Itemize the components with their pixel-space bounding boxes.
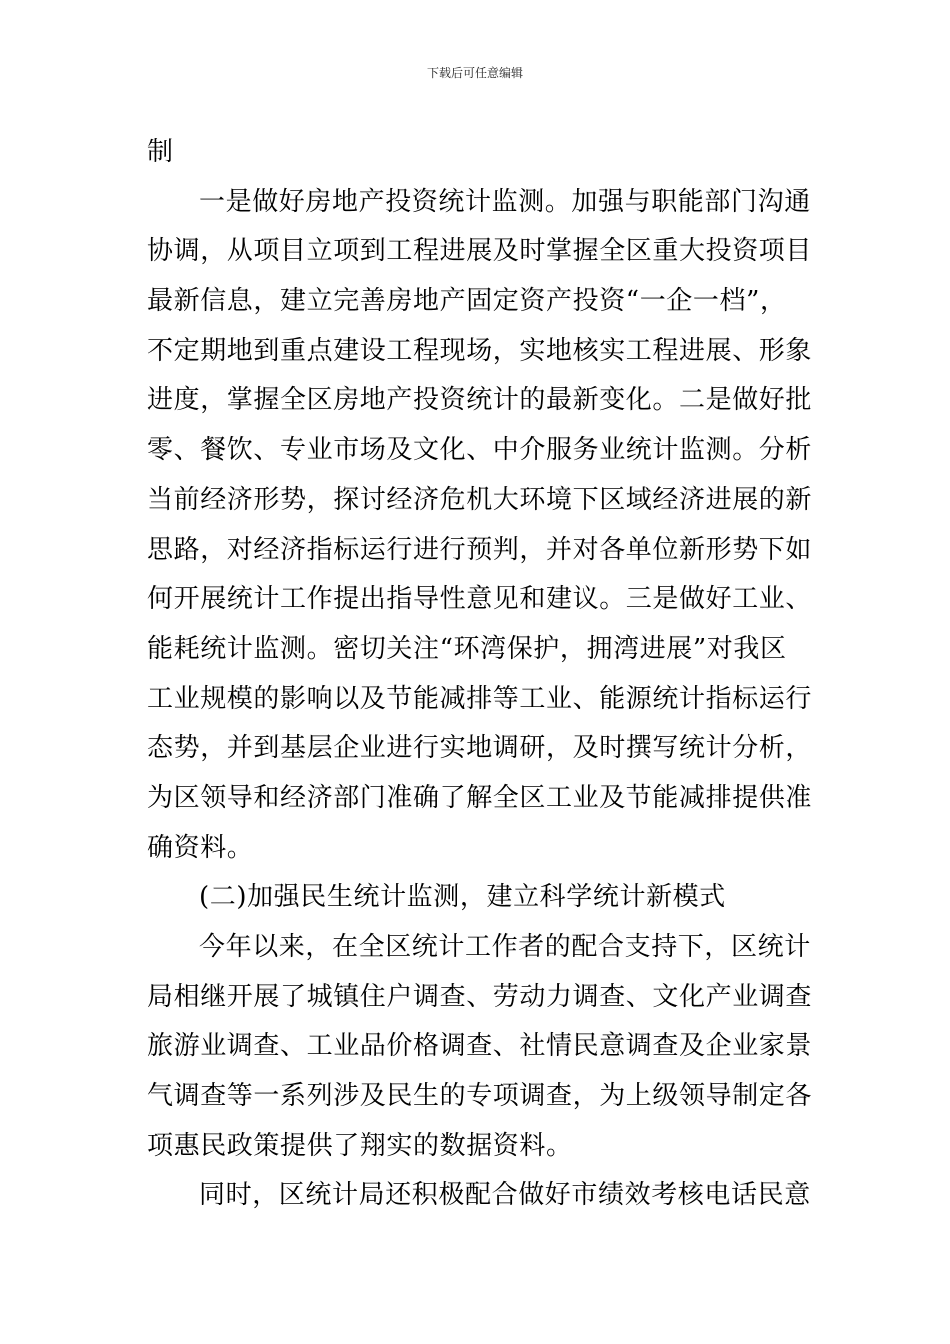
- text-line: 最新信息，建立完善房地产固定资产投资“一企一档”，: [147, 286, 787, 317]
- text-line: 确资料。: [147, 832, 254, 863]
- text-line: 工业规模的影响以及节能减排等工业、能源统计指标运行: [147, 683, 813, 714]
- text-line: 思路，对经济指标运行进行预判，并对各单位新形势下如: [147, 534, 813, 565]
- page-header-note: 下载后可任意编辑: [426, 66, 523, 80]
- section-heading: (二)加强民生统计监测，建立科学统计新模式: [199, 882, 726, 913]
- text-line: 气调查等一系列涉及民生的专项调查，为上级领导制定各: [147, 1081, 813, 1112]
- document-body: [147, 128, 813, 1221]
- text-line: 能耗统计监测。密切关注“环湾保护，拥湾进展”对我区: [147, 633, 787, 664]
- text-line: 进度，掌握全区房地产投资统计的最新变化。二是做好批: [147, 385, 813, 416]
- paragraph-start-line: 今年以来，在全区统计工作者的配合支持下，区统计: [199, 932, 811, 962]
- paragraph-start-line: 一是做好房地产投资统计监测。加强与职能部门沟通: [199, 186, 811, 217]
- text-line: 局相继开展了城镇住户调查、劳动力调查、文化产业调查: [147, 981, 813, 1012]
- text-line: 当前经济形势，探讨经济危机大环境下区域经济进展的新: [147, 484, 813, 515]
- text-line: 项惠民政策提供了翔实的数据资料。: [147, 1130, 573, 1161]
- text-line: 为区领导和经济部门准确了解全区工业及节能减排提供准: [147, 782, 813, 813]
- text-line: 制: [147, 137, 174, 167]
- paragraph-start-line: 同时，区统计局还积极配合做好市绩效考核电话民意: [199, 1180, 811, 1211]
- text-line: 不定期地到重点建设工程现场，实地核实工程进展、形象: [147, 335, 813, 366]
- text-line: 态势，并到基层企业进行实地调研，及时撰写统计分析，: [147, 733, 813, 764]
- text-line: 何开展统计工作提出指导性意见和建议。三是做好工业、: [147, 584, 813, 615]
- text-line: 零、餐饮、专业市场及文化、中介服务业统计监测。分析: [147, 435, 813, 466]
- text-line: 旅游业调查、工业品价格调查、社情民意调查及企业家景: [147, 1031, 813, 1062]
- text-line: 协调，从项目立项到工程进展及时掌握全区重大投资项目: [147, 236, 813, 267]
